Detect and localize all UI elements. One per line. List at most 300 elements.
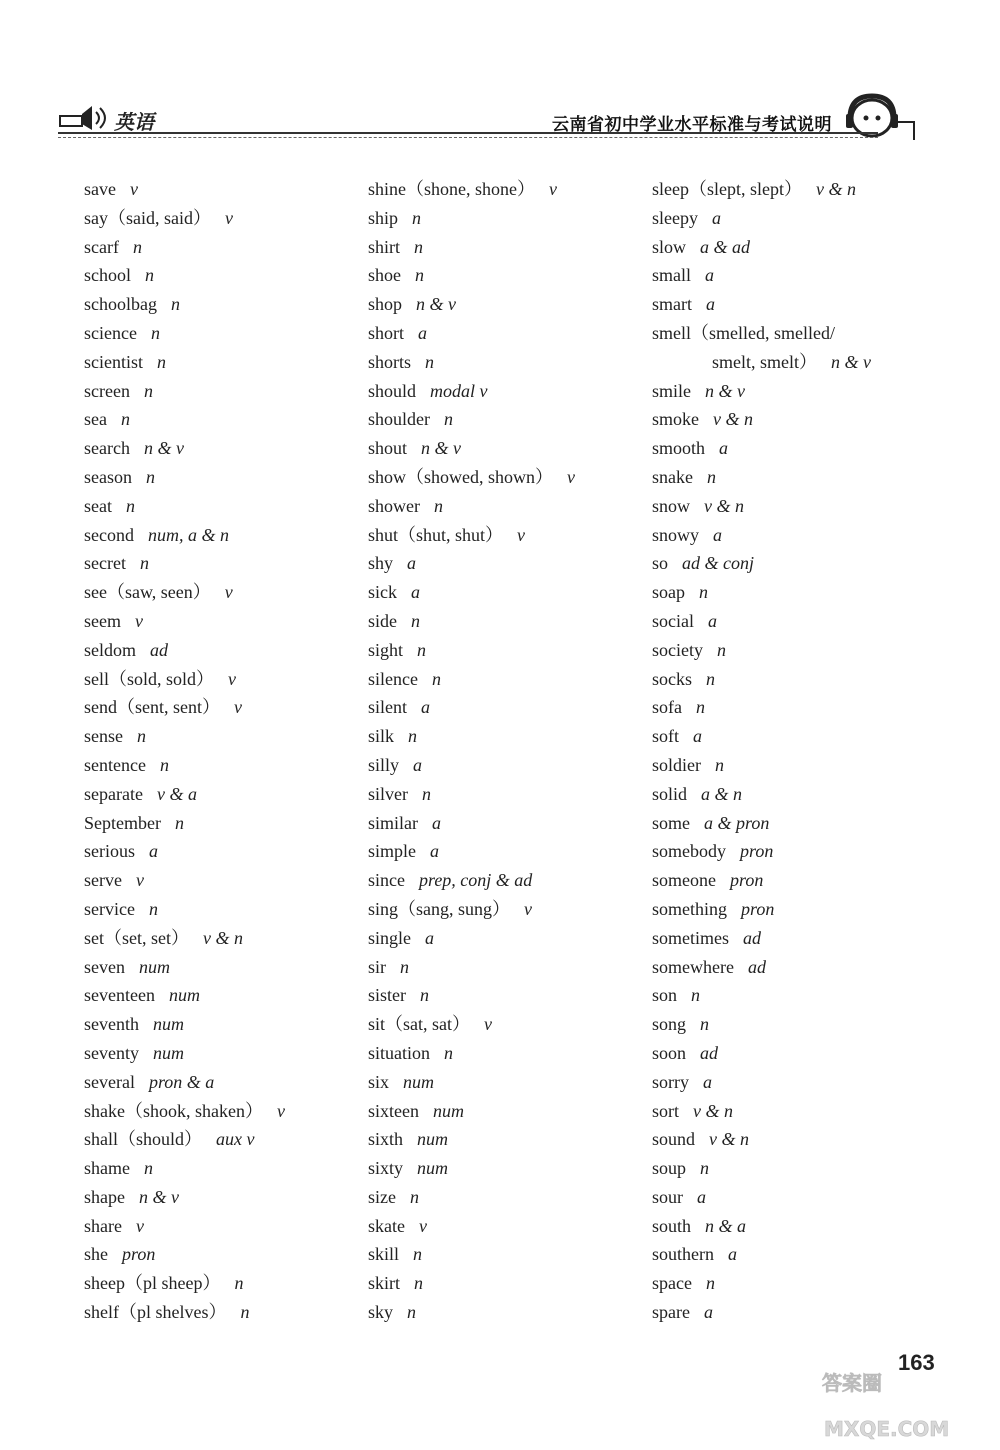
word-column-3 [652,175,942,1327]
entry-word: side [368,610,397,631]
word-entry [84,953,354,982]
word-entry [84,751,354,780]
word-entry [368,1183,638,1212]
entry-part-of-speech: v [129,179,138,199]
entry-part-of-speech: pron & a [148,1071,215,1092]
word-entry [652,837,942,866]
entry-part-of-speech: a [703,1071,712,1092]
entry-part-of-speech: ad & conj [682,553,755,574]
entry-word: seventh [84,1014,139,1035]
word-entry [84,607,354,636]
word-entry [84,837,354,866]
entry-part-of-speech: a [713,524,723,545]
entry-part-of-speech: v & n [815,179,856,199]
entry-part-of-speech: num [138,956,170,977]
entry-part-of-speech: num [433,1100,464,1121]
page-number: 163 [898,1350,935,1375]
entry-part-of-speech: n [700,1158,710,1179]
entry-part-of-speech: n [413,1244,423,1265]
entry-part-of-speech: v [135,870,144,891]
entry-part-of-speech: a [413,754,423,775]
entry-word: shake（shook, shaken） [84,1100,263,1121]
word-entry [368,780,638,809]
entry-part-of-speech: v & n [709,1129,750,1150]
entry-part-of-speech: n & v [831,351,871,372]
headphone-mascot-icon [834,92,918,142]
entry-part-of-speech: v & n [704,495,745,516]
entry-part-of-speech: n [409,1186,419,1207]
entry-part-of-speech: a [411,582,420,603]
word-entry [84,1269,354,1298]
entry-word: social [652,610,694,631]
entry-part-of-speech: n [137,726,146,747]
entry-part-of-speech: n [407,1302,417,1323]
entry-word: solid [652,783,688,804]
word-entry [652,665,942,694]
entry-part-of-speech: n [120,409,130,430]
entry-word: socks [652,668,692,689]
entry-word: serve [84,870,122,891]
word-entry [368,377,638,406]
word-column-1 [84,175,354,1327]
word-entry [368,492,638,521]
speaker-icon [58,102,112,132]
entry-part-of-speech: v [418,1215,427,1236]
entry-part-of-speech: n [444,1042,453,1063]
entry-word: shy [368,553,394,574]
entry-word: snowy [652,524,700,545]
entry-word: shout [368,438,408,459]
entry-part-of-speech: n [706,668,715,689]
entry-part-of-speech: n [174,812,184,833]
entry-word: school [84,265,131,286]
entry-word: shoe [368,265,401,286]
entry-part-of-speech: a [706,294,715,315]
entry-word: soft [652,726,679,747]
word-entry [368,290,638,319]
entry-word: smoke [652,409,699,430]
word-entry [652,348,942,377]
entry-word: sixteen [368,1100,419,1121]
entry-word: show（showed, shown） [368,466,554,487]
word-entry [652,1125,942,1154]
entry-word: single [368,927,411,948]
word-entry [652,1298,942,1327]
entry-word: silver [368,783,408,804]
entry-word: separate [84,783,143,804]
entry-word: sort [652,1100,679,1121]
entry-part-of-speech: n [411,610,420,631]
watermark-logo [816,1350,996,1446]
word-entry [84,319,354,348]
entry-word: shape [84,1186,125,1207]
word-entry [368,1212,638,1241]
entry-part-of-speech: v & a [156,783,197,804]
entry-part-of-speech: ad [747,956,766,977]
word-entry [368,348,638,377]
word-entry [652,1212,942,1241]
entry-word: skate [368,1215,405,1236]
word-entry [652,492,942,521]
word-entry [368,1154,638,1183]
word-entry [652,1010,942,1039]
entry-part-of-speech: n [422,783,431,804]
entry-word: sick [368,582,397,603]
entry-part-of-speech: n [414,1273,424,1294]
word-entry [368,636,638,665]
entry-word: some [652,812,690,833]
word-column-2 [368,175,638,1327]
word-entry [368,521,638,550]
entry-word: sleepy [652,207,698,228]
entry-part-of-speech: n [415,265,424,286]
word-entry [368,549,638,578]
entry-word: seat [84,495,112,516]
entry-word: smelt, smelt） [712,351,817,372]
word-entry [368,1298,638,1327]
entry-part-of-speech: n [139,553,149,574]
entry-word: son [652,985,678,1006]
entry-part-of-speech: n & v [138,1186,179,1207]
entry-part-of-speech: a [708,610,717,631]
entry-part-of-speech: n [150,322,160,343]
word-entry [368,1269,638,1298]
entry-part-of-speech: a [418,322,427,343]
entry-word: sister [368,985,406,1006]
entry-word: seldom [84,639,136,660]
entry-word: sofa [652,697,682,718]
word-entry [652,1183,942,1212]
entry-word: sixty [368,1158,404,1179]
entry-part-of-speech: n [706,466,716,487]
entry-part-of-speech: n [132,236,142,257]
entry-word: size [368,1186,396,1207]
entry-part-of-speech: num [417,1158,449,1179]
entry-word: somebody [652,841,726,862]
entry-word: share [84,1215,122,1236]
entry-word: sell（sold, sold） [84,668,215,689]
entry-word: snow [652,495,691,516]
entry-word: serious [84,841,135,862]
entry-part-of-speech: n [159,754,169,775]
entry-part-of-speech: v & n [713,409,753,430]
word-entry [652,521,942,550]
entry-part-of-speech: num, a & n [147,524,229,545]
word-entry [84,809,354,838]
word-entry [368,204,638,233]
watermark-line-2: MXQE.COM [824,1417,950,1441]
word-entry [652,1240,942,1269]
entry-word: snake [652,466,693,487]
entry-word: sing（sang, sung） [368,898,511,919]
word-entry [652,290,942,319]
entry-word: six [368,1071,390,1092]
word-entry [368,1097,638,1126]
entry-word: sentence [84,754,146,775]
word-entry [652,1097,942,1126]
entry-word: shall（should） [84,1129,203,1150]
word-entry [652,261,942,290]
word-entry [652,751,942,780]
word-entry [652,463,942,492]
entry-part-of-speech: v & n [693,1100,733,1121]
word-entry [84,981,354,1010]
word-entry [652,1269,942,1298]
word-entry [368,953,638,982]
entry-part-of-speech: n & v [143,438,184,459]
entry-part-of-speech: a [430,841,439,862]
entry-word: silk [368,726,395,747]
entry-part-of-speech: ad [743,927,761,948]
entry-word: soldier [652,754,701,775]
entry-word: she [84,1244,108,1265]
entry-part-of-speech: n & a [705,1215,747,1236]
word-entry [652,780,942,809]
entry-part-of-speech: a [705,265,714,286]
word-entry [84,693,354,722]
entry-part-of-speech: pron [741,898,775,919]
entry-part-of-speech: n [408,726,418,747]
word-entry [84,924,354,953]
word-entry [652,1154,942,1183]
word-entry [84,549,354,578]
entry-word: song [652,1014,687,1035]
word-entry [84,1183,354,1212]
word-entry [652,434,942,463]
word-entry [652,549,942,578]
word-entry [652,924,942,953]
entry-part-of-speech: a [728,1244,737,1265]
word-entry [368,665,638,694]
entry-word: sheep（pl sheep） [84,1273,221,1294]
entry-part-of-speech: n [691,985,701,1006]
entry-word: shoulder [368,409,430,430]
entry-part-of-speech: v [567,466,576,487]
word-entry [84,636,354,665]
entry-word: south [652,1215,692,1236]
word-entry [368,434,638,463]
entry-word: simple [368,841,416,862]
word-entry [652,636,942,665]
entry-word: set（set, set） [84,927,189,948]
word-entry [368,1068,638,1097]
word-entry [84,463,354,492]
entry-part-of-speech: v [233,697,242,718]
entry-word: soup [652,1158,687,1179]
entry-part-of-speech: v & n [203,927,243,948]
entry-word: southern [652,1244,714,1265]
entry-part-of-speech: v [517,524,526,545]
word-entry [84,578,354,607]
entry-part-of-speech: n [240,1302,250,1323]
entry-part-of-speech: aux v [216,1129,255,1150]
entry-word: secret [84,553,126,574]
word-entry [368,578,638,607]
watermark-line-1: 答案圈 [822,1371,882,1395]
book-title: 云南省初中学业水平标准与考试说明 [552,115,832,135]
entry-word: seven [84,956,125,977]
header-dashed-rule [58,137,878,138]
word-entry [368,809,638,838]
word-entry [652,895,942,924]
entry-part-of-speech: n & v [421,438,462,459]
word-entry [84,405,354,434]
word-entry [368,261,638,290]
entry-word: scientist [84,351,143,372]
entry-part-of-speech: n & v [705,380,745,401]
entry-word: something [652,898,727,919]
entry-part-of-speech: n [414,236,424,257]
entry-part-of-speech: v [134,610,143,631]
entry-part-of-speech: ad [700,1042,719,1063]
entry-part-of-speech: n [157,351,166,372]
entry-word: screen [84,380,130,401]
word-entry [84,377,354,406]
word-entry [84,1068,354,1097]
entry-part-of-speech: num [152,1014,184,1035]
entry-word: should [368,380,417,401]
entry-part-of-speech: n [145,265,154,286]
entry-part-of-speech: a & n [701,783,743,804]
entry-word: search [84,438,130,459]
word-entry [368,1010,638,1039]
entry-word: sound [652,1129,696,1150]
word-entry [84,290,354,319]
entry-part-of-speech: pron [122,1244,156,1265]
entry-word: silly [368,754,400,775]
word-entry [84,175,354,204]
entry-part-of-speech: v [224,207,233,228]
word-entry [368,175,638,204]
entry-word: somewhere [652,956,734,977]
entry-part-of-speech: n [425,351,435,372]
entry-word: several [84,1071,135,1092]
word-entry [652,377,942,406]
entry-part-of-speech: v [135,1215,144,1236]
entry-word: seem [84,610,121,631]
word-entry [84,866,354,895]
entry-part-of-speech: v [484,1014,492,1035]
entry-word: society [652,639,703,660]
entry-word: situation [368,1042,430,1063]
entry-word: someone [652,870,716,891]
word-entry [84,780,354,809]
word-entry [652,233,942,262]
word-entry [84,895,354,924]
word-entry [84,1125,354,1154]
entry-part-of-speech: n [696,697,705,718]
entry-part-of-speech: n [412,207,422,228]
word-entry [84,233,354,262]
entry-word: second [84,524,134,545]
entry-part-of-speech: n [234,1273,244,1294]
entry-word: smart [652,294,692,315]
entry-part-of-speech: pron [729,870,764,891]
word-entry [652,953,942,982]
entry-part-of-speech: n [420,985,429,1006]
entry-word: smooth [652,438,706,459]
entry-word: sour [652,1186,683,1207]
entry-part-of-speech: a & pron [704,812,770,833]
entry-word: sir [368,956,386,977]
entry-word: small [652,265,691,286]
word-entry [84,434,354,463]
word-entry [84,492,354,521]
entry-word: sky [368,1302,394,1323]
word-entry [368,722,638,751]
word-entry [84,204,354,233]
entry-word: sight [368,639,404,660]
entry-word: scarf [84,236,119,257]
entry-part-of-speech: num [403,1071,435,1092]
entry-part-of-speech: v [228,668,237,689]
entry-word: similar [368,812,418,833]
word-entry [652,405,942,434]
entry-part-of-speech: n [146,466,155,487]
entry-part-of-speech: modal v [430,380,488,401]
entry-word: sense [84,726,123,747]
entry-part-of-speech: n [400,956,409,977]
entry-word: sit（sat, sat） [368,1014,470,1035]
entry-part-of-speech: ad [150,639,168,660]
entry-part-of-speech: a [421,697,430,718]
entry-part-of-speech: n [717,639,726,660]
word-entry [368,837,638,866]
entry-part-of-speech: n [417,639,427,660]
entry-part-of-speech: n & v [416,294,457,315]
word-entry [652,1068,942,1097]
entry-word: since [368,870,405,891]
word-entry [368,607,638,636]
entry-word: skirt [368,1273,401,1294]
word-entry [84,1097,354,1126]
entry-part-of-speech: prep, conj & ad [418,870,533,891]
entry-part-of-speech: n [143,1158,153,1179]
word-entry [84,348,354,377]
entry-word: service [84,898,135,919]
word-entry [84,1010,354,1039]
word-entry [368,895,638,924]
word-entry [84,1039,354,1068]
page-header [58,92,918,144]
word-entry [652,578,942,607]
word-entry [368,1125,638,1154]
entry-word: sleep（slept, slept） [652,179,802,199]
entry-part-of-speech: v [276,1100,285,1121]
word-entry [368,693,638,722]
word-entry [368,1039,638,1068]
entry-part-of-speech: a [432,812,441,833]
word-entry [652,981,942,1010]
word-entry [368,405,638,434]
entry-part-of-speech: num [168,985,200,1006]
entry-word: seventeen [84,985,155,1006]
word-entry [84,1212,354,1241]
entry-word: spare [652,1302,690,1323]
word-entry [368,981,638,1010]
entry-part-of-speech: num [417,1129,449,1150]
word-entry [652,722,942,751]
entry-word: silence [368,668,418,689]
entry-part-of-speech: n [148,898,158,919]
entry-word: seventy [84,1042,139,1063]
word-entry [652,866,942,895]
entry-word: soon [652,1042,687,1063]
word-entry [84,1240,354,1269]
word-entry [652,607,942,636]
entry-part-of-speech: v [548,179,557,199]
entry-word: shorts [368,351,412,372]
